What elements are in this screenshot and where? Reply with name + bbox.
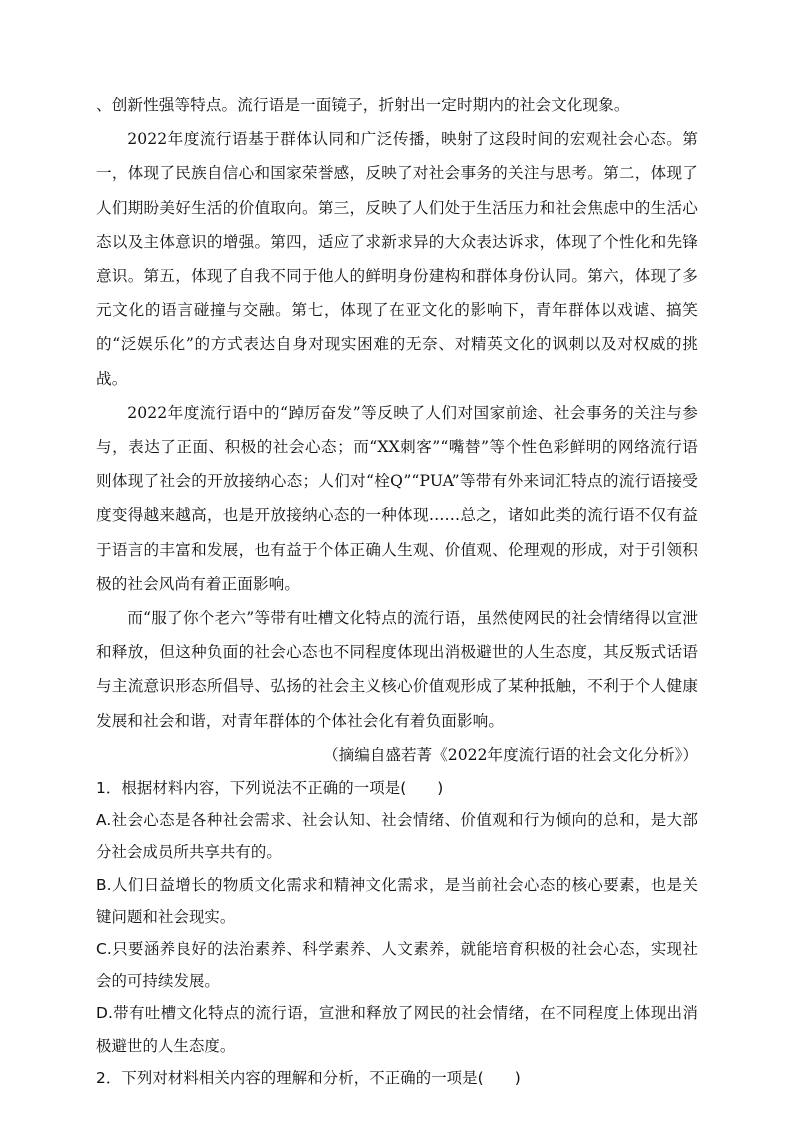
question-1-option-b: B.人们日益增长的物质文化需求和精神文化需求，是当前社会心态的核心要素，也是关键问题和社会现实。 (96, 875, 698, 926)
question-2-stem: 2．下列对材料相关内容的理解和分析，不正确的一项是( ) (96, 1068, 521, 1087)
passage-paragraph-2: 2022年度流行语中的“踔厉奋发”等反映了人们对国家前途、社会事务的关注与参与，表达了正面、积极的社会心态；而“XX刺客”“嘴替”等个性色彩鲜明的网络流行语则体现了社会的开放接纳心态；人们对“栓Q”“PUA”等带有外来词汇特点的流行语接受度变得越来越高，也是开放接纳心态的一种体现……总之，诸如此类的流行语不仅有益于语言的丰富和发展，也有益于个体正确人生观、价值观、伦理观的形成，对于引领积极的社会风尚有着正面影响。 (96, 403, 698, 593)
question-list (96, 772, 698, 1094)
question-1-option-a: A.社会心态是各种社会需求、社会认知、社会情绪、价值观和行为倾向的总和，是大部分社会成员所共享共有的。 (96, 811, 698, 862)
question-1-option-c: C.只要涵养良好的法治素养、科学素养、人文素养，就能培育积极的社会心态，实现社会的可持续发展。 (96, 940, 698, 991)
question-1-stem: 1．根据材料内容，下列说法不正确的一项是( ) (96, 779, 444, 798)
passage-continuation: 、创新性强等特点。流行语是一面镜子，折射出一定时期内的社会文化现象。 (96, 96, 630, 114)
page-content (96, 88, 698, 1094)
passage-paragraph-1: 2022年度流行语基于群体认同和广泛传播，映射了这段时间的宏观社会心态。第一，体现了民族自信心和国家荣誉感，反映了对社会事务的关注与思考。第二，体现了人们期盼美好生活的价值取向。第三，反映了人们处于生活压力和社会焦虑中的生活心态以及主体意识的增强。第四，适应了求新求异的大众表达诉求，体现了个性化和先锋意识。第五，体现了自我不同于他人的鲜明身份建构和群体身份认同。第六，体现了多元文化的语言碰撞与交融。第七，体现了在亚文化的影响下，青年群体以戏谑、搞笑的“泛娱乐化”的方式表达自身对现实困难的无奈、对精英文化的讽刺以及对权威的挑战。 (96, 130, 698, 388)
question-1-option-d: D.带有吐槽文化特点的流行语，宣泄和释放了网民的社会情绪，在不同程度上体现出消极避世的人生态度。 (96, 1004, 698, 1055)
passage-paragraph-3: 而“服了你个老六”等带有吐槽文化特点的流行语，虽然使网民的社会情绪得以宣泄和释放，但这种负面的社会心态也不同程度体现出消极避世的人生态度，其反叛式话语与主流意识形态所倡导、弘扬的社会主义核心价值观形成了某种抵触，不利于个人健康发展和社会和谐，对青年群体的个体社会化有着负面影响。 (96, 609, 698, 730)
passage-source: （摘编自盛若菁《2022年度流行语的社会文化分析》） (323, 745, 698, 764)
